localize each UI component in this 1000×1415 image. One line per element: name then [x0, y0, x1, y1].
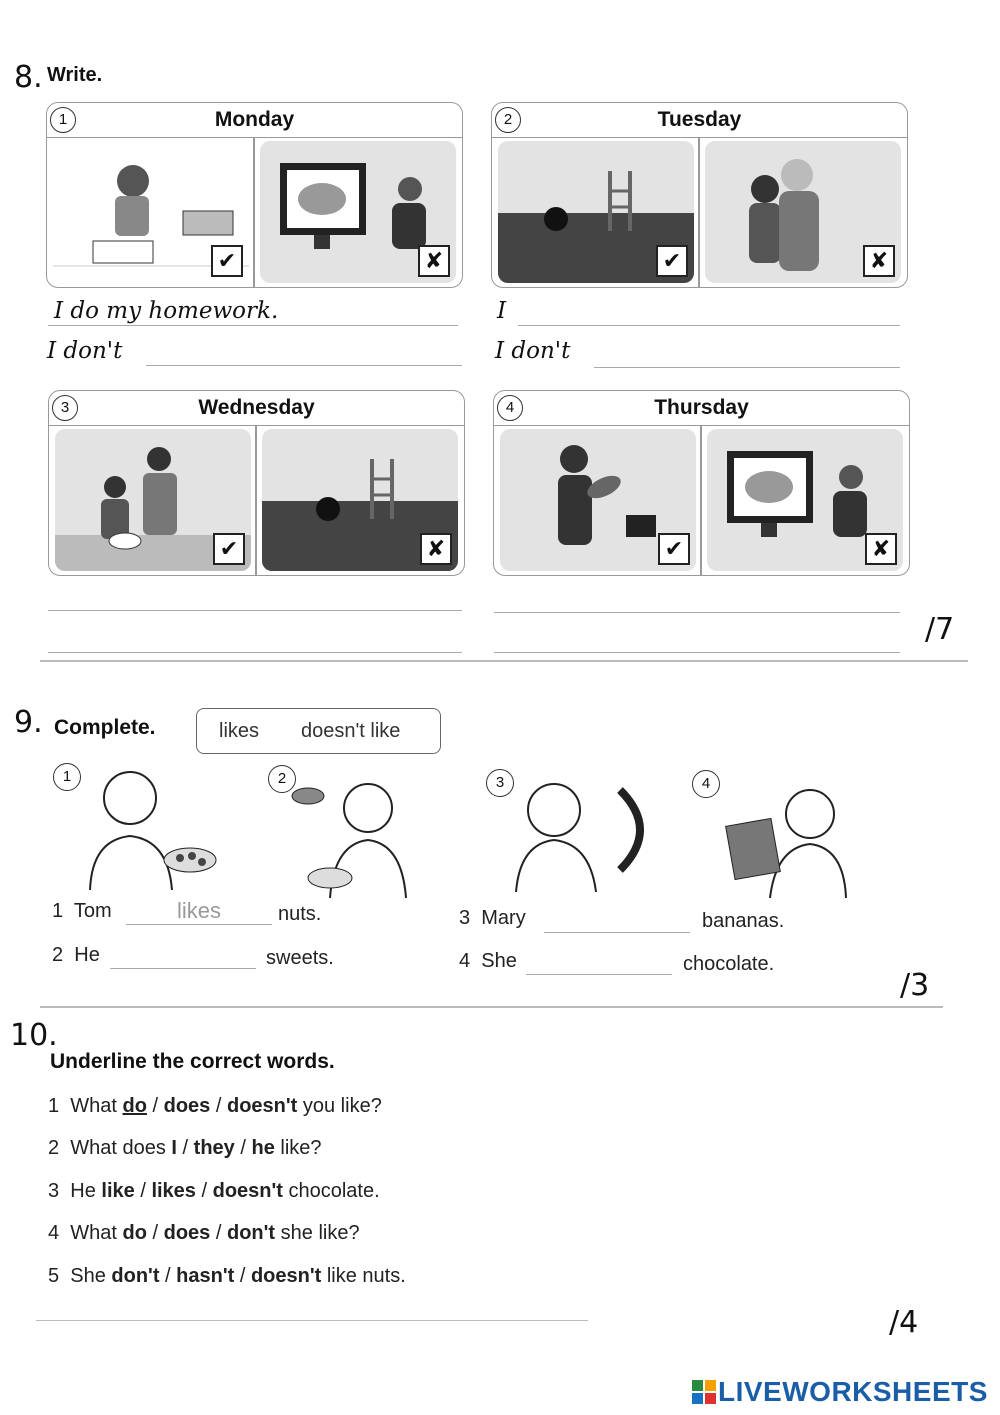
ex9-object-2: sweets. [266, 947, 334, 969]
monday-answer-prefix-2: I don't [47, 338, 123, 364]
ex9-sentence-2: 2 He [52, 944, 100, 966]
tv-picture [707, 429, 903, 571]
day-card-wednesday [48, 390, 465, 576]
option[interactable]: doesn't [227, 1095, 298, 1117]
ex10-item-3: 3 He like / likes / doesn't chocolate. [48, 1180, 380, 1202]
she-chocolate-picture [710, 772, 850, 898]
ex9-sentence-1: 1 Tom [52, 900, 112, 922]
thursday-answer-blank-2[interactable] [494, 652, 900, 653]
ex9-answer-3[interactable] [544, 910, 690, 933]
item-number: 4 [497, 395, 523, 421]
swimming-picture [262, 429, 458, 571]
exercise-9-instruction: Complete. [54, 716, 156, 739]
tv-picture [260, 141, 456, 283]
word-box-item: likes [219, 720, 260, 742]
word-box-item: doesn't like [301, 720, 401, 742]
ex9-answer-1[interactable]: likes [126, 898, 272, 925]
monday-answer-line-1: I do my homework. [54, 298, 279, 324]
tuesday-answer-blank-2[interactable] [594, 367, 900, 368]
picture-number: 4 [692, 770, 720, 798]
violin-picture [500, 429, 696, 571]
homework-picture [53, 141, 249, 283]
cross-mark-icon: ✘ [418, 245, 450, 277]
day-card-thursday [493, 390, 910, 576]
option[interactable]: he [251, 1137, 275, 1159]
option[interactable]: does [163, 1222, 211, 1244]
day-name: Wednesday [198, 396, 315, 419]
picture-number: 2 [268, 765, 296, 793]
check-mark-icon: ✔ [658, 533, 690, 565]
ex9-answer-2[interactable] [110, 946, 256, 969]
tuesday-answer-blank-1[interactable] [518, 325, 900, 326]
cooking-picture [55, 429, 251, 571]
check-mark-icon: ✔ [656, 245, 688, 277]
option[interactable]: don't [227, 1222, 276, 1244]
wednesday-answer-blank-2[interactable] [48, 652, 462, 653]
liveworksheets-logo [692, 1376, 988, 1408]
tuesday-answer-prefix-2: I don't [495, 338, 571, 364]
tuesday-answer-prefix-1: I [497, 298, 507, 324]
exercise-8-instruction: Write. [47, 64, 103, 86]
day-name: Tuesday [657, 108, 742, 131]
wednesday-answer-blank-1[interactable] [48, 610, 462, 611]
option[interactable]: likes [151, 1180, 196, 1202]
check-mark-icon: ✔ [213, 533, 245, 565]
cross-mark-icon: ✘ [420, 533, 452, 565]
exercise-10-score: /4 [889, 1305, 919, 1340]
liveworksheets-logo-icon [692, 1380, 716, 1404]
exercise-10-instruction: Underline the correct words. [50, 1050, 335, 1073]
day-name: Thursday [654, 396, 749, 419]
exercise-10-number: 10. [10, 1018, 58, 1053]
mary-banana-picture [510, 770, 670, 892]
ex10-item-2: 2 What does I / they / he like? [48, 1137, 322, 1159]
option[interactable]: do [122, 1222, 147, 1244]
item-number: 2 [495, 107, 521, 133]
item-number: 1 [50, 107, 76, 133]
ex10-item-1: 1 What do / does / doesn't you like? [48, 1095, 382, 1117]
option[interactable]: hasn't [176, 1265, 235, 1287]
ex9-object-1: nuts. [278, 903, 322, 925]
ex9-sentence-4: 4 She [459, 950, 517, 972]
ex9-sentence-3: 3 Mary [459, 907, 526, 929]
hug-picture [705, 141, 901, 283]
option[interactable]: like [101, 1180, 135, 1202]
option[interactable]: I [171, 1137, 177, 1159]
ex9-object-3: bananas. [702, 910, 785, 932]
ex9-answer-4[interactable] [526, 952, 672, 975]
ex10-item-5: 5 She don't / hasn't / doesn't like nuts. [48, 1265, 406, 1287]
exercise-8-number: 8. [14, 60, 43, 95]
thursday-answer-blank-1[interactable] [494, 612, 900, 613]
liveworksheets-logo-text: LIVEWORKSHEETS [718, 1376, 988, 1407]
check-mark-icon: ✔ [211, 245, 243, 277]
he-sweets-picture [280, 768, 430, 898]
option[interactable]: don't [111, 1265, 160, 1287]
option[interactable]: they [193, 1137, 235, 1159]
exercise-8-score: /7 [925, 612, 955, 647]
cross-mark-icon: ✘ [865, 533, 897, 565]
item-number: 3 [52, 395, 78, 421]
word-box [196, 708, 441, 754]
exercise-9-number: 9. [14, 705, 43, 740]
picture-number: 3 [486, 769, 514, 797]
exercise-9-score: /3 [900, 968, 930, 1003]
option[interactable]: do [122, 1095, 147, 1117]
monday-answer-blank[interactable] [146, 365, 462, 366]
day-card-monday [46, 102, 463, 288]
swimming-picture [498, 141, 694, 283]
ex9-object-4: chocolate. [683, 953, 775, 975]
option[interactable]: doesn't [212, 1180, 283, 1202]
option[interactable]: does [163, 1095, 211, 1117]
day-card-tuesday [491, 102, 908, 288]
cross-mark-icon: ✘ [863, 245, 895, 277]
ex10-item-4: 4 What do / does / don't she like? [48, 1222, 360, 1244]
tom-nuts-picture [80, 760, 230, 890]
picture-number: 1 [53, 763, 81, 791]
day-name: Monday [214, 108, 295, 131]
option[interactable]: doesn't [250, 1265, 322, 1287]
